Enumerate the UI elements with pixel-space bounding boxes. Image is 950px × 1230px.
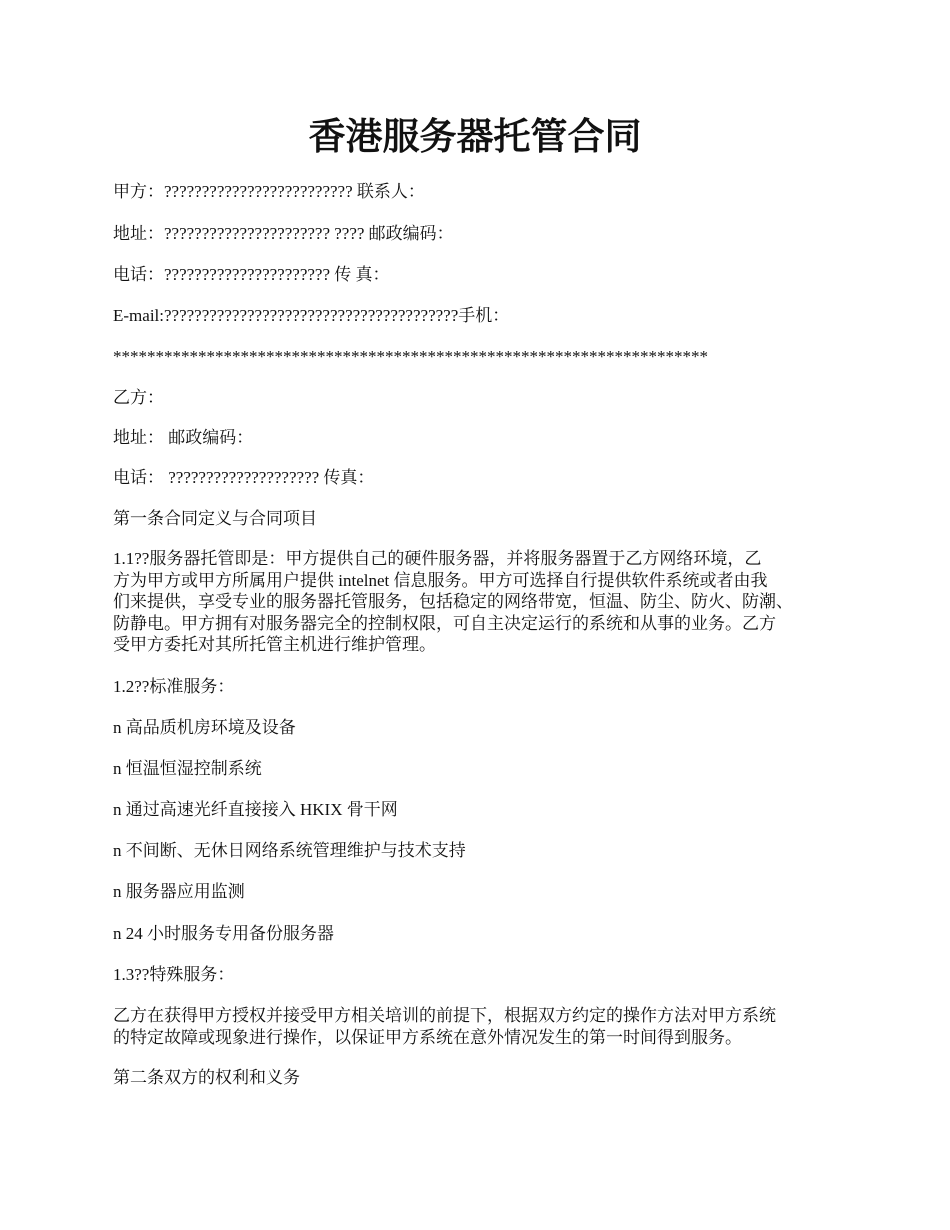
clause-1-3-line: 的特定故障或现象进行操作，以保证甲方系统在意外情况发生的第一时间得到服务。: [113, 1027, 742, 1047]
article-1-heading: 第一条合同定义与合同项目: [113, 509, 317, 528]
standard-service-item: n 高品质机房环境及设备: [113, 718, 296, 737]
clause-1-1-line: 方为甲方或甲方所属用户提供 intelnet 信息服务。甲方可选择自行提供软件系统或者由我: [113, 570, 768, 590]
clause-1-3-heading: 1.3??特殊服务：: [113, 965, 235, 984]
clause-1-3-paragraph: [113, 1005, 853, 1048]
party-a-phone-line: 电话：?????????????????????? 传 真：: [113, 265, 390, 284]
party-a-name-line: 甲方：????????????????????????? 联系人：: [113, 182, 425, 201]
party-b-name-line: 乙方：: [113, 388, 164, 407]
clause-1-1-line: 们来提供，享受专业的服务器托管服务，包括稳定的网络带宽，恒温、防尘、防火、防潮、: [113, 592, 793, 612]
clause-1-1-line: 受甲方委托对其所托管主机进行维护管理。: [113, 635, 436, 655]
document-title: 香港服务器托管合同: [308, 114, 642, 158]
clause-1-3-line: 乙方在获得甲方授权并接受甲方相关培训的前提下，根据双方约定的操作方法对甲方系统: [113, 1006, 776, 1025]
party-a-address-line: 地址：?????????????????????? ???? 邮政编码：: [113, 224, 454, 243]
separator-line: **********************************************************************: [113, 347, 708, 366]
standard-service-item: n 24 小时服务专用备份服务器: [113, 924, 334, 943]
standard-service-item: n 不间断、无休日网络系统管理维护与技术支持: [113, 841, 466, 860]
party-b-address-line: 地址： 邮政编码：: [113, 428, 254, 447]
clause-1-1-line: 防静电。甲方拥有对服务器完全的控制权限，可自主决定运行的系统和从事的业务。乙方: [113, 613, 776, 633]
clause-1-1-line: 1.1??服务器托管即是：甲方提供自己的硬件服务器，并将服务器置于乙方网络环境，乙: [113, 549, 762, 568]
standard-service-item: n 恒温恒湿控制系统: [113, 759, 262, 778]
standard-service-item: n 服务器应用监测: [113, 882, 245, 901]
article-2-heading: 第二条双方的权利和义务: [113, 1068, 300, 1087]
standard-service-item: n 通过高速光纤直接接入 HKIX 骨干网: [113, 800, 398, 819]
party-b-phone-line: 电话： ???????????????????? 传真：: [113, 468, 375, 487]
clause-1-2-heading: 1.2??标准服务：: [113, 677, 235, 696]
party-a-email-line: E-mail:???????????????????????????????????????手机：: [113, 306, 510, 325]
clause-1-1-paragraph: [113, 548, 853, 656]
